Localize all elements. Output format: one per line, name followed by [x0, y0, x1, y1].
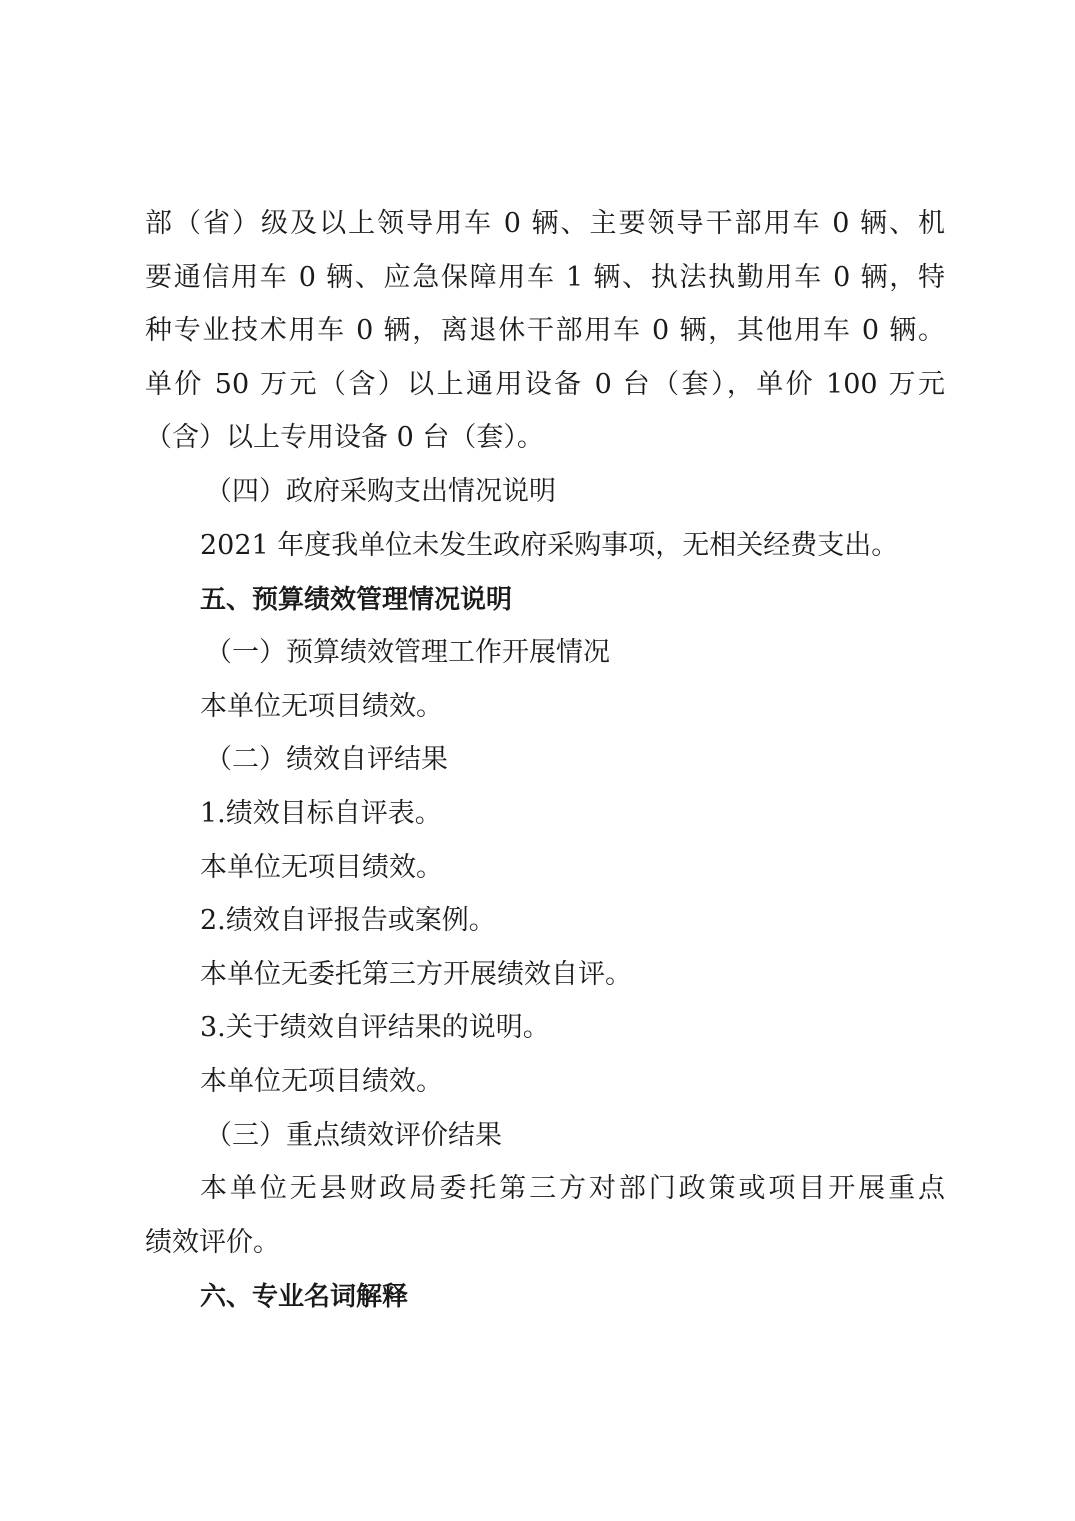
paragraph-vehicles-line-4: 单价 50 万元（含）以上通用设备 0 台（套），单价 100 万元 — [145, 369, 945, 400]
section-six-title: 六、专业名词解释 — [200, 1282, 409, 1312]
text-procurement: 2021 年度我单位未发生政府采购事项，无相关经费支出。 — [200, 530, 899, 561]
sub-one-text: 本单位无项目绩效。 — [200, 691, 443, 722]
heading-procurement: （四）政府采购支出情况说明 — [205, 476, 556, 507]
paragraph-vehicles-line-3: 种专业技术用车 0 辆，离退休干部用车 0 辆，其他用车 0 辆。 — [145, 315, 945, 346]
sub-two-title: （二）绩效自评结果 — [205, 744, 448, 775]
item-2-title: 2.绩效自评报告或案例。 — [200, 905, 496, 936]
paragraph-vehicles-line-2: 要通信用车 0 辆、应急保障用车 1 辆、执法执勤用车 0 辆，特 — [145, 262, 945, 293]
item-3-text: 本单位无项目绩效。 — [200, 1066, 443, 1097]
sub-three-text-line-1: 本单位无县财政局委托第三方对部门政策或项目开展重点 — [200, 1173, 945, 1204]
item-1-text: 本单位无项目绩效。 — [200, 852, 443, 883]
item-1-title: 1.绩效目标自评表。 — [200, 798, 442, 829]
sub-three-text-line-2: 绩效评价。 — [145, 1227, 280, 1258]
paragraph-vehicles-line-1: 部（省）级及以上领导用车 0 辆、主要领导干部用车 0 辆、机 — [145, 208, 945, 239]
section-five-title: 五、预算绩效管理情况说明 — [200, 585, 513, 615]
sub-three-title: （三）重点绩效评价结果 — [205, 1120, 502, 1151]
paragraph-vehicles-line-5: （含）以上专用设备 0 台（套）。 — [145, 422, 544, 453]
item-3-title: 3.关于绩效自评结果的说明。 — [200, 1012, 550, 1043]
sub-one-title: （一）预算绩效管理工作开展情况 — [205, 637, 610, 668]
item-2-text: 本单位无委托第三方开展绩效自评。 — [200, 959, 632, 990]
